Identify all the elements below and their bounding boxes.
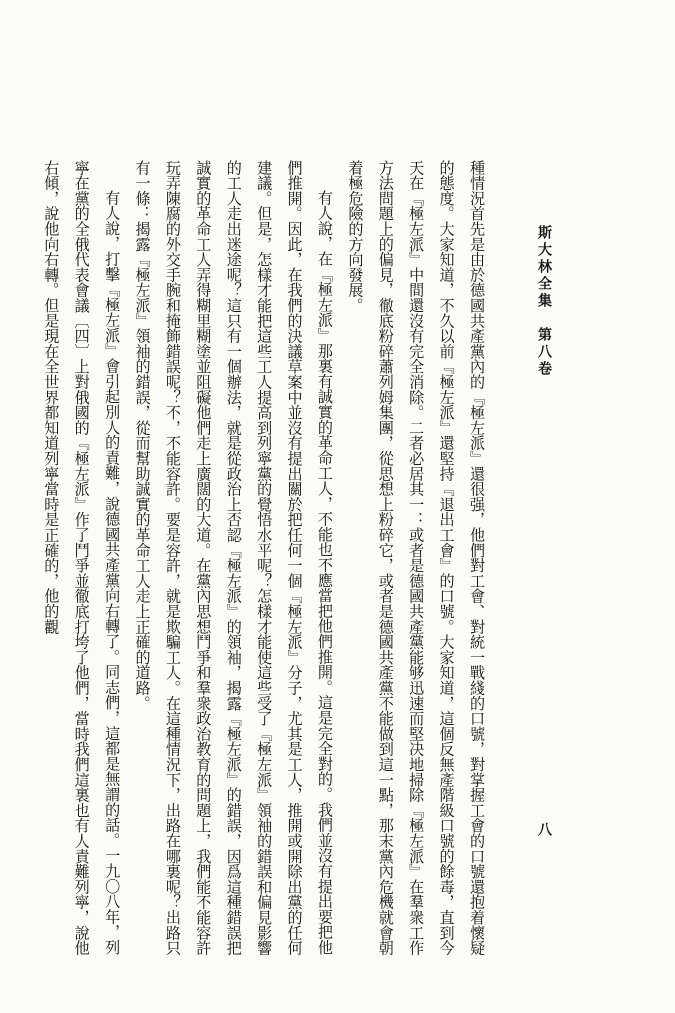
running-title: 斯大林全集 第八卷 — [536, 225, 552, 378]
page-number: 八 — [536, 822, 552, 836]
body-text — [42, 160, 492, 970]
paragraph-2: 有人說，在『極左派』那裏有誠實的革命工人，不能也不應當把他們推開。這是完全對的。我們並沒有提出要把他們推開。因此，在我們的決議草案中並沒有提出關於把任何一個『極左派』分子，尤其是工人，推開或開除出黨的任何建議。但是，怎樣才能把這些工人提高到列寧黨的覺悟水平呢？怎樣才能使這些受了『極左派』領袖的錯誤和偏見影響的工人走出迷途呢？這只有一個辦法，就是從政治上否認『極左派』的領袖，揭露『極左派』的錯誤，因爲這種錯誤把誠實的革命工人弄得糊里糊塗並阻礙他們走上廣闊的大道。在黨內思想鬥爭和羣衆政治教育的問題上，我們能不能容許玩弄陳腐的外交手腕和掩飾錯誤呢？不，不能容許。要是容許，就是欺騙工人。在這種情況下，出路在哪裏呢？出路只有一條：揭露『極左派』領袖的錯誤，從而幫助誠實的革命工人走上正確的道路。 — [133, 160, 334, 956]
paragraph-3: 有人說，打擊『極左派』會引起別人的責難，說德國共產黨向右轉了。同志們，這都是無謂的話。一九〇八年，列寧在黨的全俄代表會議〔四〕上對俄國的『極左派』作了鬥爭並徹底打垮了他們，當時我們這裏也有人責難列寧，說他右傾，說他向右轉。但是現在全世界都知道列寧當時是正確的，他的觀 — [42, 160, 122, 956]
paragraph-1: 種情況首先是由於德國共產黨內的『極左派』還很强，他們對工會、對統一戰綫的口號，對掌握工會的口號還抱着懷疑的態度。大家知道，不久以前『極左派』還堅持『退出工會』的口號。大家知道，這個反無產階級口號的餘毒，直到今天在『極左派』中間還沒有完全消除。二者必居其一：或者是德國共產黨能够迅速而堅决地掃除『極左派』在羣衆工作方法問題上的偏見，徹底粉碎蕭列姆集團，從思想上粉碎它，或者是德國共產黨不能做到這一點，那末黨內危機就會朝着極危險的方向發展。 — [346, 160, 486, 956]
